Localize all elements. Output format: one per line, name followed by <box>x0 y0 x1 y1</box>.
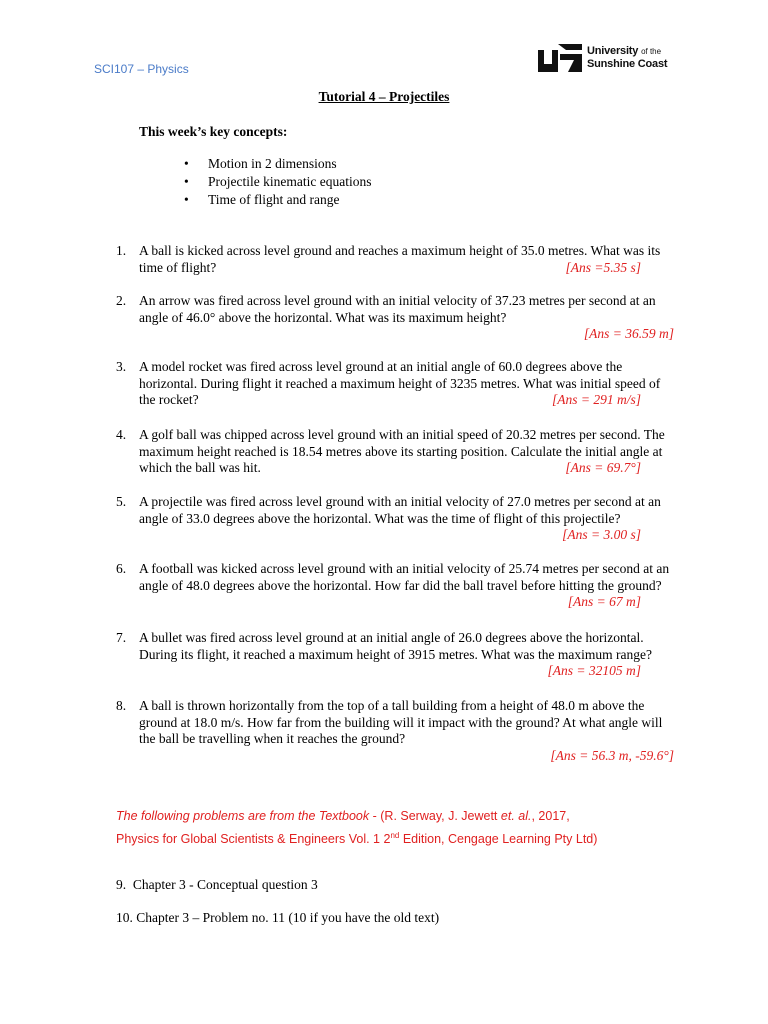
answer: [Ans = 291 m/s] <box>552 392 641 408</box>
bullet-icon: • <box>184 174 189 189</box>
answer: [Ans =5.35 s] <box>565 259 641 275</box>
answer: [Ans = 67 m] <box>567 594 641 610</box>
logo-line-2: Sunshine Coast <box>587 58 668 70</box>
extra-question-9: 9. Chapter 3 - Conceptual question 3 <box>116 877 318 892</box>
question-3: 3. A model rocket was fired across level ground at an initial angle of 60.0 degrees above the horizontal. During flight it reached a maximum height of 3235 metres. What was initial speed of the rocket? [Ans = 291 m/s] <box>116 359 661 408</box>
question-4: 4. A golf ball was chipped across level ground with an initial speed of 20.32 metres per second. The maximum height reached is 18.54 metres above its starting position. Calculate the initial angle at which the ball was hit. [Ans = 69.7°] <box>116 427 665 476</box>
concepts-heading: This week’s key concepts: <box>139 124 288 139</box>
answer: [Ans = 56.3 m, -59.6°] <box>550 747 674 763</box>
question-8: 8. A ball is thrown horizontally from the top of a tall building from a height of 48.0 m above the ground at 18.0 m/s. How far from the building will it impact with the ground? At what angle will the ball be travelling when it reaches the ground? [Ans = 56.3 m, -59.6°] <box>116 698 674 763</box>
university-logo <box>538 44 688 74</box>
answer: [Ans = 69.7°] <box>565 460 641 476</box>
bullet-icon: • <box>184 192 189 207</box>
question-7: 7. A bullet was fired across level ground at an initial angle of 26.0 degrees above the horizontal. During its flight, it reached a maximum height of 3915 metres. What was the maximum range? [Ans = 32105 m] <box>116 630 652 679</box>
question-5: 5. A projectile was fired across level ground with an initial velocity of 27.0 metres per second at an angle of 33.0 degrees above the horizontal. What was the time of flight of this projectile? [Ans = 3.00 s] <box>116 494 661 543</box>
university-emblem-icon <box>538 44 582 72</box>
course-label: SCI107 – Physics <box>94 62 189 76</box>
answer: [Ans = 36.59 m] <box>583 326 674 342</box>
page-title: Tutorial 4 – Projectiles <box>318 89 450 104</box>
question-1: 1. A ball is kicked across level ground and reaches a maximum height of 35.0 metres. What was its time of flight? [Ans =5.35 s] <box>116 243 661 275</box>
question-2: 2. An arrow was fired across level ground with an initial velocity of 37.23 metres per second at an angle of 46.0° above the horizontal. What was its maximum height? [Ans = 36.59 m] <box>116 293 674 342</box>
extra-question-10: 10. Chapter 3 – Problem no. 11 (10 if you have the old text) <box>116 910 440 925</box>
answer: [Ans = 32105 m] <box>547 663 641 679</box>
logo-line-1: University of the <box>587 45 662 57</box>
bullet-icon: • <box>184 156 189 171</box>
answer: [Ans = 3.00 s] <box>562 527 641 543</box>
question-6: 6. A football was kicked across level ground with an initial velocity of 25.74 metres per second at an angle of 48.0 degrees above the horizontal. How far did the ball travel before hitting the ground? [Ans = 67 m] <box>116 561 670 610</box>
textbook-reference: The following problems are from the Textbook - (R. Serway, J. Jewett et. al., 2017, Physics for Global Scientists & Engineers Vol. 1 2nd Edition, Cengage Learning Pty Ltd) <box>116 809 598 847</box>
